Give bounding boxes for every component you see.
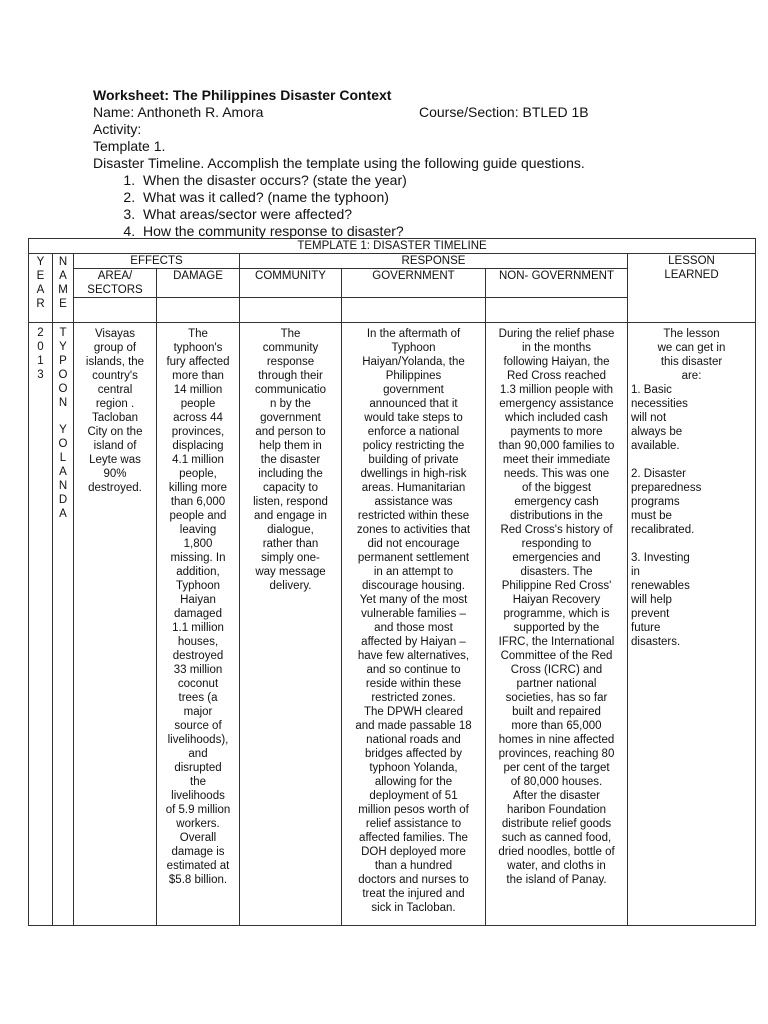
text-line: The xyxy=(188,328,208,340)
text-line: are: xyxy=(681,370,702,382)
text-line: provinces, xyxy=(171,426,225,438)
text-line: restricted zones. xyxy=(371,692,456,704)
text-line: in the months xyxy=(521,342,592,354)
text-line: would take steps to xyxy=(364,412,463,424)
text-line: affected families. The xyxy=(359,832,468,844)
damage-cell xyxy=(157,323,240,926)
text-line: O xyxy=(58,368,68,381)
text-line: disasters. The xyxy=(520,566,593,578)
text-line: emergency assistance xyxy=(499,398,614,410)
activity-label: Activity: xyxy=(93,121,142,137)
text-line: and so continue to xyxy=(366,664,461,676)
text-line: emergency cash xyxy=(514,496,599,508)
text-line: missing. In xyxy=(170,552,226,564)
text-line: including the xyxy=(258,468,323,480)
text-line: people, xyxy=(179,468,217,480)
text-line: programs xyxy=(631,496,680,508)
text-line: N xyxy=(58,396,68,409)
text-line: and person to xyxy=(255,426,326,438)
text-line: haribon Foundation xyxy=(506,804,607,816)
text-line: IFRC, the International xyxy=(498,636,615,648)
text-line: fury affected xyxy=(166,356,230,368)
text-line: relief assistance to xyxy=(365,818,462,830)
text-line: estimated at xyxy=(166,860,230,872)
guide-question: 2. What was it called? (name the typhoon) xyxy=(139,189,743,206)
course-line: Course/Section: BTLED 1B xyxy=(419,104,589,120)
text-line: dialogue, xyxy=(267,524,314,536)
text-line: Tacloban xyxy=(91,412,139,424)
text-line: and xyxy=(188,748,208,760)
text-line: the island of Panay. xyxy=(506,874,607,886)
text-line: typhoon's xyxy=(173,342,223,354)
text-line: delivery. xyxy=(269,580,312,592)
text-line: Cross (ICRC) and xyxy=(510,664,603,676)
text-line: water, and cloths in xyxy=(507,860,606,872)
text-line: dwellings in high-risk xyxy=(360,468,467,480)
text-line: DOH deployed more xyxy=(361,846,466,858)
text-line: societies, has so far xyxy=(505,692,608,704)
text-line: reside within these xyxy=(365,678,462,690)
instruction-text: Disaster Timeline. Accomplish the template using the following guide questions. xyxy=(93,155,585,171)
text-line: community xyxy=(262,342,319,354)
text-line: provinces, reaching 80 xyxy=(498,748,615,760)
text-line: this disaster xyxy=(660,356,723,368)
damage-header: DAMAGE xyxy=(157,269,240,298)
text-line: meet their immediate xyxy=(502,454,611,466)
text-line: A xyxy=(59,466,67,479)
text-line: million pesos worth of xyxy=(358,804,469,816)
text-line: 4.1 million xyxy=(172,454,224,466)
text-line: simply one- xyxy=(261,552,320,564)
text-line: island of xyxy=(93,440,137,452)
text-line: building of private xyxy=(368,454,459,466)
text-line: displacing xyxy=(172,440,224,452)
text-line: discourage housing. xyxy=(362,580,465,592)
text-line: dried noodles, bottle of xyxy=(498,846,615,858)
text-line: Haiyan Recovery xyxy=(512,594,601,606)
text-line: and made passable 18 xyxy=(355,720,472,732)
text-line: always be xyxy=(631,426,683,438)
government-header: GOVERNMENT xyxy=(342,269,486,298)
text-line: will not xyxy=(631,412,667,424)
text-line: killing more xyxy=(168,482,228,494)
text-line: After the disaster xyxy=(513,790,600,802)
text-line: damaged xyxy=(174,608,222,620)
year-header: Y E A R xyxy=(29,254,53,323)
text-line: than a hundred xyxy=(374,860,453,872)
disaster-timeline-table xyxy=(28,238,756,926)
text-line: City on the xyxy=(87,426,143,438)
text-line: recalibrated. xyxy=(631,524,695,536)
text-line: country's xyxy=(92,370,138,382)
text-line: A xyxy=(59,507,67,520)
text-line: During the relief phase xyxy=(498,328,615,340)
text-line: and engage in xyxy=(254,510,327,522)
text-line: The lesson xyxy=(663,328,720,340)
text-line: government xyxy=(383,384,444,396)
text-line: did not encourage xyxy=(367,538,460,550)
text-line: across 44 xyxy=(173,412,223,424)
text-line: we can get in xyxy=(657,342,726,354)
text-line: T xyxy=(59,327,67,339)
text-line: vulnerable families – xyxy=(361,608,466,620)
name-line: Name: Anthoneth R. Amora xyxy=(93,104,264,120)
text-line: The DPWH cleared xyxy=(363,706,464,718)
text-line: doctors and nurses to xyxy=(358,874,469,886)
lesson-point xyxy=(631,551,752,649)
text-line: partner national xyxy=(516,678,597,690)
text-line: Haiyan/Yolanda, the xyxy=(362,356,465,368)
table-caption: TEMPLATE 1: DISASTER TIMELINE xyxy=(29,239,756,254)
text-line: Typhoon xyxy=(175,580,221,592)
text-line: preparedness xyxy=(631,482,702,494)
text-line: 1.1 million xyxy=(172,622,224,634)
government-cell xyxy=(342,323,486,926)
text-line: prevent xyxy=(631,608,670,620)
area-sectors-cell xyxy=(74,323,157,926)
text-line: assistance was xyxy=(374,496,453,508)
text-line: O xyxy=(58,438,68,451)
text-line: $5.8 billion. xyxy=(168,874,228,886)
text-line: L xyxy=(59,452,67,465)
text-line: 2. Disaster xyxy=(631,468,686,480)
text-line: through their xyxy=(258,370,323,382)
year-cell xyxy=(29,323,53,926)
text-line: 33 million xyxy=(173,664,223,676)
text-line: deployment of 51 xyxy=(369,790,458,802)
text-line: bridges affected by xyxy=(365,748,462,760)
text-line: livelihoods xyxy=(171,790,225,802)
text-line: addition, xyxy=(176,566,220,578)
text-line: of 80,000 houses. xyxy=(510,776,603,788)
text-line: the xyxy=(190,776,206,788)
text-line: have few alternatives, xyxy=(357,650,470,662)
text-line: rather than xyxy=(262,538,319,550)
guide-question: 3. What areas/sector were affected? xyxy=(139,206,743,223)
text-line: houses, xyxy=(177,636,219,648)
text-line: distribute relief goods xyxy=(501,818,612,830)
text-line: policy restricting the xyxy=(362,440,465,452)
text-line: must be xyxy=(631,510,672,522)
text-line: 90% xyxy=(103,468,127,480)
text-line: help them in xyxy=(259,440,322,452)
text-line: Leyte was xyxy=(89,454,141,466)
area-sectors-header: AREA/ SECTORS xyxy=(74,269,157,298)
text-line: typhoon Yolanda, xyxy=(369,762,458,774)
text-line: 3. Investing xyxy=(631,552,690,564)
text-line: following Haiyan, the xyxy=(503,356,610,368)
text-line: O xyxy=(58,382,68,395)
lesson-point xyxy=(631,467,752,537)
text-line: Yet many of the most xyxy=(359,594,468,606)
text-line: In the aftermath of xyxy=(366,328,461,340)
lesson-intro xyxy=(631,327,752,383)
text-line: source of xyxy=(174,720,222,732)
text-line: government xyxy=(260,412,321,424)
text-line: treat the injured and xyxy=(362,888,465,900)
text-line: than 90,000 families to xyxy=(498,440,615,452)
non-government-cell xyxy=(486,323,628,926)
text-line: disrupted xyxy=(174,762,222,774)
guide-question: 4. How the community response to disaster? xyxy=(139,223,743,240)
text-line: The xyxy=(280,328,301,340)
text-line: disasters. xyxy=(631,636,681,648)
non-government-header: NON- GOVERNMENT xyxy=(486,269,628,298)
text-line: Committee of the Red xyxy=(500,650,613,662)
lesson-point xyxy=(631,383,752,453)
text-line: workers. xyxy=(176,818,220,830)
text-line: Overall xyxy=(179,832,217,844)
text-line: homes in nine affected xyxy=(498,734,615,746)
text-line: per cent of the target xyxy=(503,762,610,774)
text-line: livelihoods), xyxy=(167,734,229,746)
text-line: islands, the xyxy=(85,356,145,368)
text-line: available. xyxy=(631,440,680,452)
text-line: N xyxy=(58,479,68,492)
text-line: future xyxy=(631,622,661,634)
text-line: major xyxy=(183,706,213,718)
text-line: coconut xyxy=(177,678,219,690)
name-header: N A M E xyxy=(53,254,74,323)
text-line: areas. Humanitarian xyxy=(361,482,466,494)
text-line: permanent settlement xyxy=(357,552,470,564)
response-header: RESPONSE xyxy=(240,254,628,269)
text-line: which included cash xyxy=(505,412,608,424)
text-line: destroyed. xyxy=(88,482,142,494)
text-line: people and xyxy=(169,510,227,522)
guide-questions xyxy=(93,172,743,240)
text-line: supported by the xyxy=(513,622,600,634)
text-line: leaving xyxy=(179,524,217,536)
community-cell xyxy=(240,323,342,926)
text-line: payments to more xyxy=(510,426,603,438)
text-line: announced that it xyxy=(369,398,458,410)
text-line: group of xyxy=(93,342,137,354)
text-line: built and repaired xyxy=(512,706,601,718)
text-line: the disaster xyxy=(260,454,321,466)
template-label: Template 1. xyxy=(93,138,166,154)
text-line: Red Cross's history of xyxy=(500,524,613,536)
text-line: needs. This was one xyxy=(503,468,610,480)
lesson-learned-header: LESSON LEARNED xyxy=(628,254,756,323)
text-line: in an attempt to xyxy=(373,566,454,578)
text-line: P xyxy=(59,354,67,367)
text-line: 3 xyxy=(37,368,44,381)
text-line: of the biggest xyxy=(521,482,592,494)
text-line: enforce a national xyxy=(367,426,460,438)
worksheet-title: Worksheet: The Philippines Disaster Context xyxy=(93,87,392,103)
text-line: more than 65,000 xyxy=(511,720,602,732)
community-header: COMMUNITY xyxy=(240,269,342,298)
text-line: Y xyxy=(59,340,67,353)
text-line xyxy=(56,410,70,424)
text-line: in xyxy=(631,566,640,578)
text-line: destroyed xyxy=(172,650,224,662)
text-line: such as canned food, xyxy=(501,832,612,844)
text-line: 1.3 million people with xyxy=(499,384,614,396)
text-line: zones to activities that xyxy=(356,524,471,536)
text-line: 1 xyxy=(37,354,44,367)
text-line: renewables xyxy=(631,580,690,592)
text-line: Haiyan xyxy=(180,594,216,606)
text-line: Visayas xyxy=(94,328,136,340)
text-line: Philippine Red Cross' xyxy=(501,580,612,592)
text-line: response xyxy=(266,356,315,368)
text-line: more than xyxy=(172,370,224,382)
guide-question: 1. When the disaster occurs? (state the year) xyxy=(139,172,743,189)
text-line: people xyxy=(180,398,216,410)
worksheet-header xyxy=(93,87,743,240)
text-line: distributions in the xyxy=(510,510,603,522)
text-line: will help xyxy=(631,594,672,606)
text-line: D xyxy=(58,493,68,506)
text-line: responding to xyxy=(521,538,592,550)
text-line: capacity to xyxy=(263,482,318,494)
text-line: listen, respond xyxy=(253,496,328,508)
typhoon-name-cell xyxy=(53,323,74,926)
text-line: than 6,000 xyxy=(170,496,226,508)
text-line: region . xyxy=(95,398,135,410)
text-line: n by the xyxy=(270,398,311,410)
text-line: damage is xyxy=(171,846,225,858)
text-line: way message xyxy=(255,566,326,578)
text-line: national roads and xyxy=(366,734,461,746)
text-line: Y xyxy=(59,424,67,437)
text-line: Typhoon xyxy=(391,342,436,354)
effects-header: EFFECTS xyxy=(74,254,240,269)
text-line: 14 million xyxy=(173,384,223,396)
text-line: necessities xyxy=(631,398,688,410)
text-line: Red Cross reached xyxy=(506,370,607,382)
text-line: central xyxy=(97,384,133,396)
text-line: programme, which is xyxy=(503,608,610,620)
text-line: affected by Haiyan – xyxy=(361,636,466,648)
text-line: of 5.9 million xyxy=(165,804,231,816)
text-line: 1. Basic xyxy=(631,384,672,396)
text-line: Philippines xyxy=(385,370,442,382)
text-line: 2 xyxy=(37,327,44,339)
text-line: sick in Tacloban. xyxy=(371,902,456,914)
text-line: restricted within these xyxy=(357,510,470,522)
text-line: and those most xyxy=(374,622,453,634)
text-line: communicatio xyxy=(255,384,326,396)
text-line: trees (a xyxy=(178,692,218,704)
text-line: 0 xyxy=(37,340,44,353)
lesson-learned-cell xyxy=(628,323,756,926)
text-line: 1,800 xyxy=(183,538,213,550)
text-line: emergencies and xyxy=(512,552,601,564)
text-line: allowing for the xyxy=(374,776,453,788)
